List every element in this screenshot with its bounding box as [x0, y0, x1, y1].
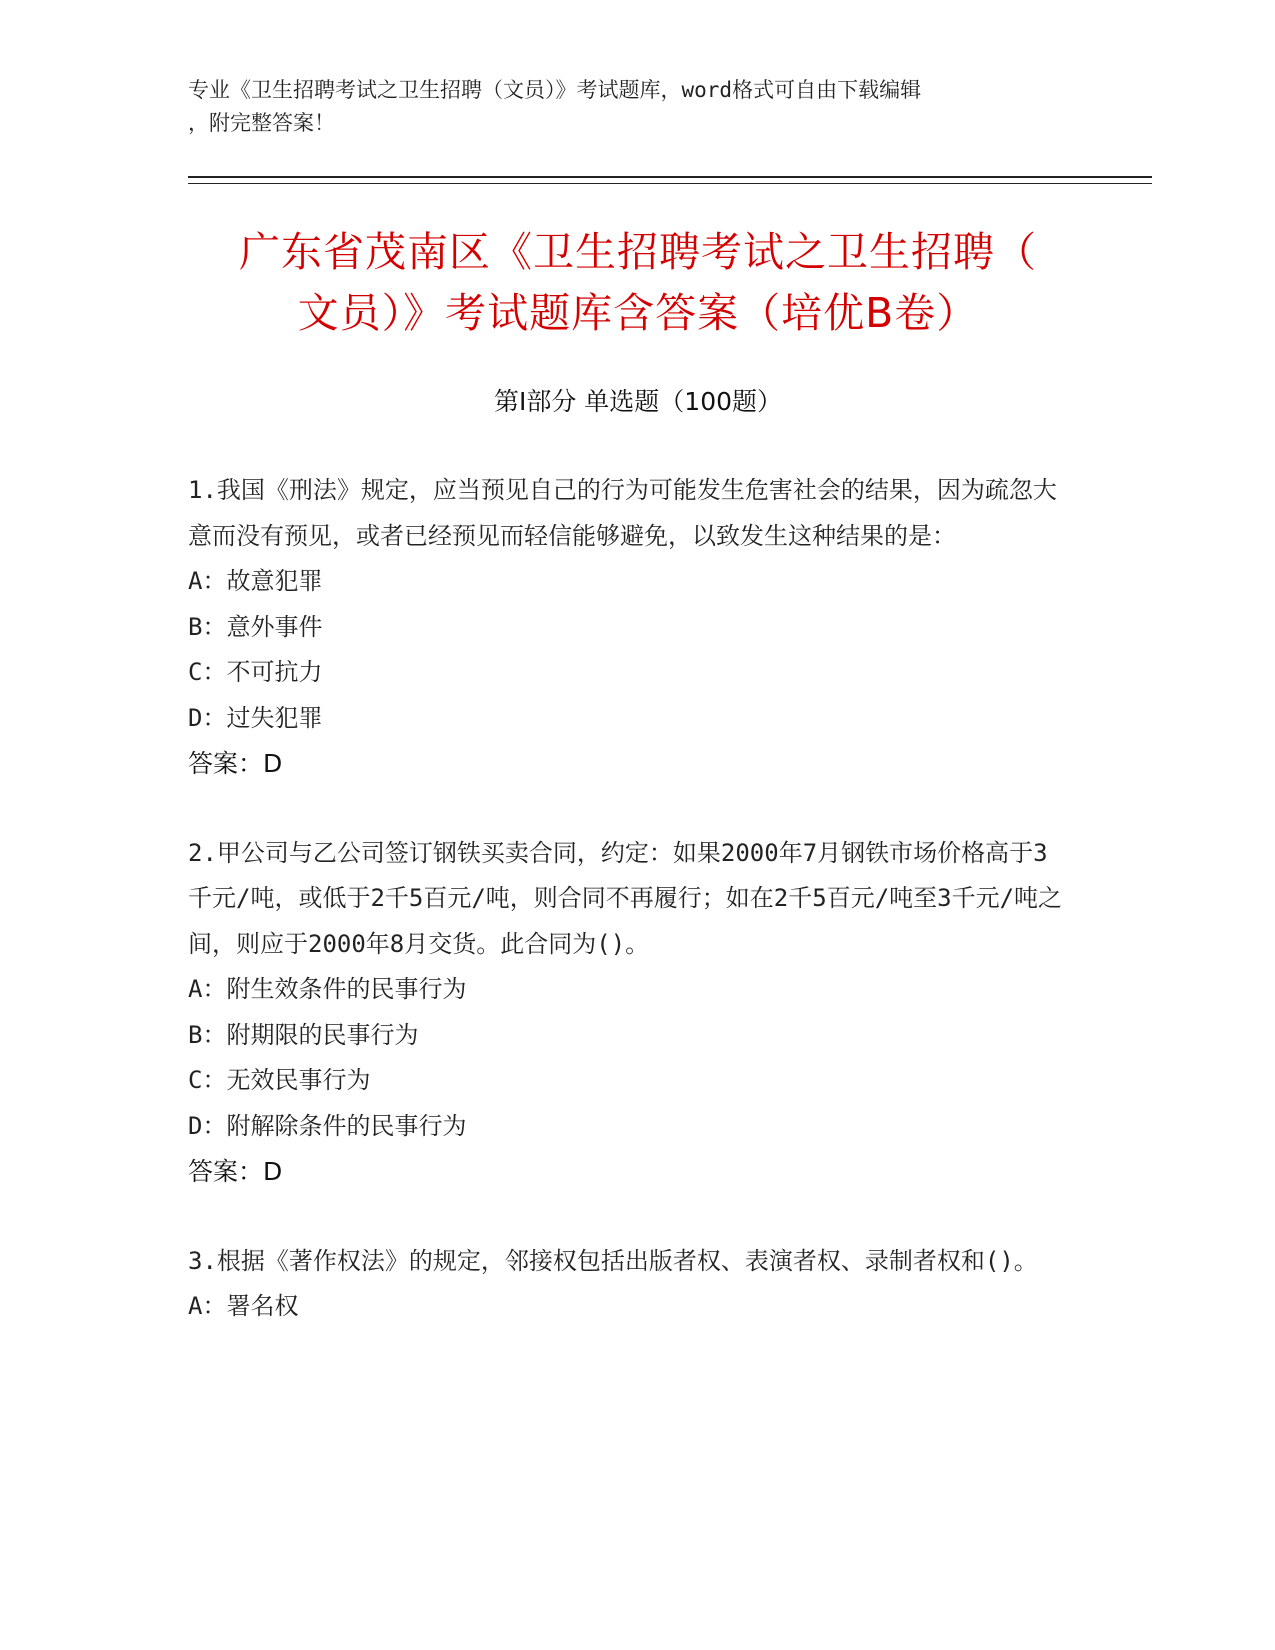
header-note-line-1: 专业《卫生招聘考试之卫生招聘（文员）》考试题库，word格式可自由下载编辑 — [188, 78, 922, 102]
document-title — [188, 222, 1088, 344]
answer: 答案：D — [188, 1157, 283, 1186]
option-a: A：附生效条件的民事行为 — [188, 975, 467, 1003]
section-heading: 第Ⅰ部分 单选题（100题） — [493, 387, 783, 416]
option-d: D：过失犯罪 — [188, 703, 323, 732]
option-c: C：无效民事行为 — [188, 1066, 371, 1094]
question-3 — [188, 1239, 1068, 1330]
question-stem: 2.甲公司与乙公司签订钢铁买卖合同，约定：如果2000年7月钢铁市场价格高于3千元/吨，或低于2千5百元/吨，则合同不再履行；如在2千5百元/吨至3千元/吨之间，则应于2000年8月交货。此合同为()。 — [188, 838, 1063, 958]
question-2 — [188, 831, 1068, 1195]
header-divider-thin — [188, 183, 1152, 184]
question-list — [188, 468, 1068, 1374]
header-note — [188, 74, 1068, 140]
question-stem: 1.我国《刑法》规定，应当预见自己的行为可能发生危害社会的结果，因为疏忽大意而没有预见，或者已经预见而轻信能够避免，以致发生这种结果的是： — [188, 476, 1057, 550]
answer: 答案：D — [188, 749, 283, 778]
option-a: A：署名权 — [188, 1292, 299, 1320]
option-c: C：不可抗力 — [188, 658, 323, 686]
option-b: B：附期限的民事行为 — [188, 1020, 419, 1049]
document-title-line-1: 广东省茂南区《卫生招聘考试之卫生招聘（ — [239, 228, 1037, 276]
header-note-line-2: ，附完整答案！ — [188, 111, 335, 135]
option-b: B：意外事件 — [188, 612, 323, 641]
option-d: D：附解除条件的民事行为 — [188, 1111, 467, 1140]
document-title-line-2: 文员）》考试题库含答案（培优B卷） — [297, 289, 979, 337]
header-divider-thick — [188, 176, 1152, 178]
question-stem: 3.根据《著作权法》的规定，邻接权包括出版者权、表演者权、录制者权和()。 — [188, 1246, 1038, 1275]
option-a: A：故意犯罪 — [188, 567, 323, 595]
question-1 — [188, 468, 1068, 787]
